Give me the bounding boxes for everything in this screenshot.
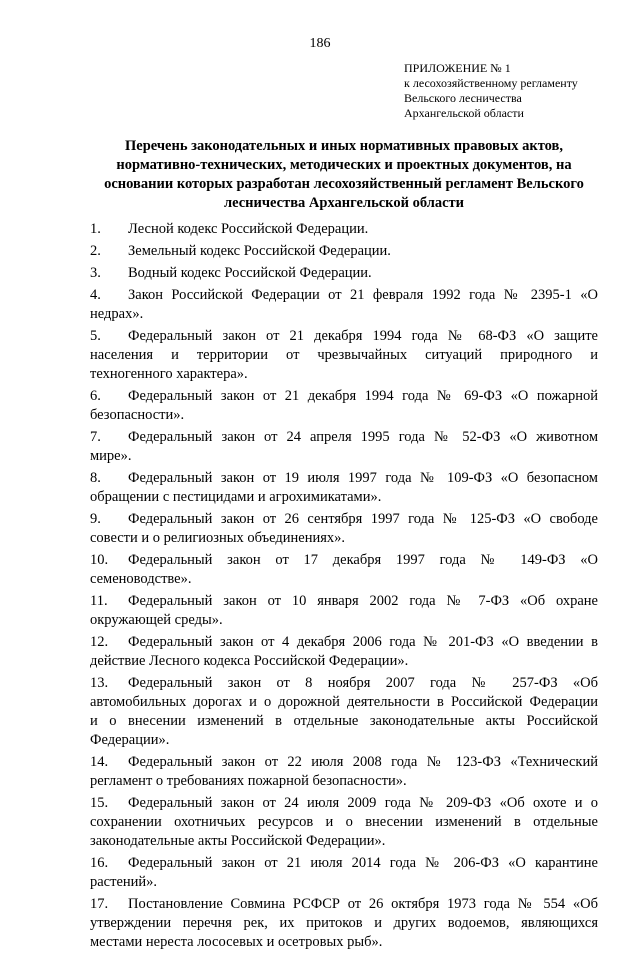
list-item-line [90,428,598,447]
list-item [90,286,598,324]
list-item-text: Федеральный закон от 10 января 2002 года № 7-ФЗ «Об охране [128,593,598,609]
list-item-text: Водный кодекс Российской Федерации. [128,265,372,281]
appendix-line: Архангельской области [404,106,524,120]
list-item-text: Постановление Совмина РСФСР от 26 октября 1973 года № 554 «Об [128,896,598,912]
list-item-number: 10. [90,552,109,568]
list-item-line [90,633,598,652]
list-item-text: Федеральный закон от 19 июля 1997 года № 109-ФЗ «О безопасном [128,470,598,486]
list-item-number: 15. [90,795,109,811]
list-item-line [90,854,598,873]
list-item-line [90,674,598,693]
list-item [90,220,598,239]
list-item-line: утверждении перечня рек, их притоков и других водоемов, являющихся [90,915,598,931]
list-item-line [90,286,598,305]
title-line: нормативно-технических, методических и проектных документов, на [116,157,572,173]
list-item-number: 2. [90,243,101,259]
list-item-number: 14. [90,754,109,770]
list-item-line: действие Лесного кодекса Российской Федерации». [90,653,409,669]
list-item [90,387,598,425]
title-line: Перечень законодательных и иных нормативных правовых актов, [125,138,563,154]
list-item-text: Федеральный закон от 24 июля 2009 года № 209-ФЗ «Об охоте и о [128,795,598,811]
appendix-line: ПРИЛОЖЕНИЕ № 1 [404,61,511,75]
list-item [90,551,598,589]
list-item-line: законодательные акты Российской Федерации». [90,833,386,849]
list-item-text: Федеральный закон от 21 декабря 1994 года № 69-ФЗ «О пожарной [128,388,598,404]
list-item-line: и о внесении изменений в отдельные законодательные акты Российской [90,713,598,729]
list-item-line: обращении с пестицидами и агрохимикатами». [90,489,382,505]
list-item-number: 16. [90,855,109,871]
appendix-header [404,61,624,121]
list-item-line [90,264,598,283]
list-item-line [90,592,598,611]
list-item-line: растений». [90,874,158,890]
list-item [90,592,598,630]
list-item-line: окружающей среды». [90,612,223,628]
list-item-text: Закон Российской Федерации от 21 февраля 1992 года № 2395-1 «О [128,287,598,303]
list-item [90,469,598,507]
list-item-number: 7. [90,429,101,445]
list-item-line: семеноводстве». [90,571,192,587]
list-item-text: Земельный кодекс Российской Федерации. [128,243,391,259]
list-item-line: местами нереста лососевых и осетровых рыб». [90,934,383,950]
list-item-line: мире». [90,448,132,464]
list-item-line: населения и территории от чрезвычайных ситуаций природного и [90,347,598,363]
list-item-text: Федеральный закон от 21 июля 2014 года № 206-ФЗ «О карантине [128,855,598,871]
list-item-line: недрах». [90,306,144,322]
list-item-text: Лесной кодекс Российской Федерации. [128,221,369,237]
list-item-number: 13. [90,675,109,691]
list-item-line [90,794,598,813]
list-item-line: безопасности». [90,407,185,423]
list-item-line: сохранении охотничьих ресурсов и о внесении изменений в отдельные [90,814,598,830]
page-number: 186 [309,36,331,51]
list-item-text: Федеральный закон от 21 декабря 1994 года № 68-ФЗ «О защите [128,328,598,344]
list-item-line [90,327,598,346]
list-item-number: 4. [90,287,101,303]
list-item [90,794,598,851]
list-item-line [90,242,598,261]
document-title [90,137,598,213]
list-item [90,242,598,261]
list-item-line [90,469,598,488]
list-item-line: Федерации». [90,732,170,748]
list-item-line [90,510,598,529]
list-item [90,327,598,384]
appendix-line: к лесохозяйственному регламенту [404,76,578,90]
list-item-number: 6. [90,388,101,404]
list-item-line [90,551,598,570]
list-item-line [90,220,598,239]
list-item [90,264,598,283]
title-line: основании которых разработан лесохозяйственный регламент Вельского [104,176,584,192]
list-item-number: 12. [90,634,109,650]
list-item [90,510,598,548]
list-item-number: 1. [90,221,101,237]
list-item-text: Федеральный закон от 26 сентября 1997 года № 125-ФЗ «О свободе [128,511,598,527]
title-line: лесничества Архангельской области [223,195,465,211]
appendix-line: Вельского лесничества [404,91,522,105]
list-item-line [90,387,598,406]
list-item-line [90,753,598,772]
list-item-line: регламент о требованиях пожарной безопасности». [90,773,407,789]
list-item-number: 5. [90,328,101,344]
list-item-text: Федеральный закон от 4 декабря 2006 года № 201-ФЗ «О введении в [128,634,598,650]
list-item-number: 11. [90,593,108,609]
list-item-text: Федеральный закон от 8 ноября 2007 года № 257-ФЗ «Об [128,675,598,691]
list-item-line: техногенного характера». [90,366,248,382]
list-item-text: Федеральный закон от 22 июля 2008 года № 123-ФЗ «Технический [128,754,598,770]
list-item-line: автомобильных дорогах и о дорожной деятельности в Российской Федерации [90,694,598,710]
list-item-number: 9. [90,511,101,527]
list-item [90,674,598,750]
list-item-text: Федеральный закон от 17 декабря 1997 года № 149-ФЗ «О [128,552,598,568]
list-item-line: совести и о религиозных объединениях». [90,530,346,546]
legal-acts-list [90,220,598,955]
list-item [90,428,598,466]
list-item-text: Федеральный закон от 24 апреля 1995 года № 52-ФЗ «О животном [128,429,598,445]
list-item-number: 17. [90,896,109,912]
list-item-number: 8. [90,470,101,486]
list-item-number: 3. [90,265,101,281]
list-item [90,633,598,671]
list-item [90,895,598,952]
list-item [90,753,598,791]
list-item [90,854,598,892]
